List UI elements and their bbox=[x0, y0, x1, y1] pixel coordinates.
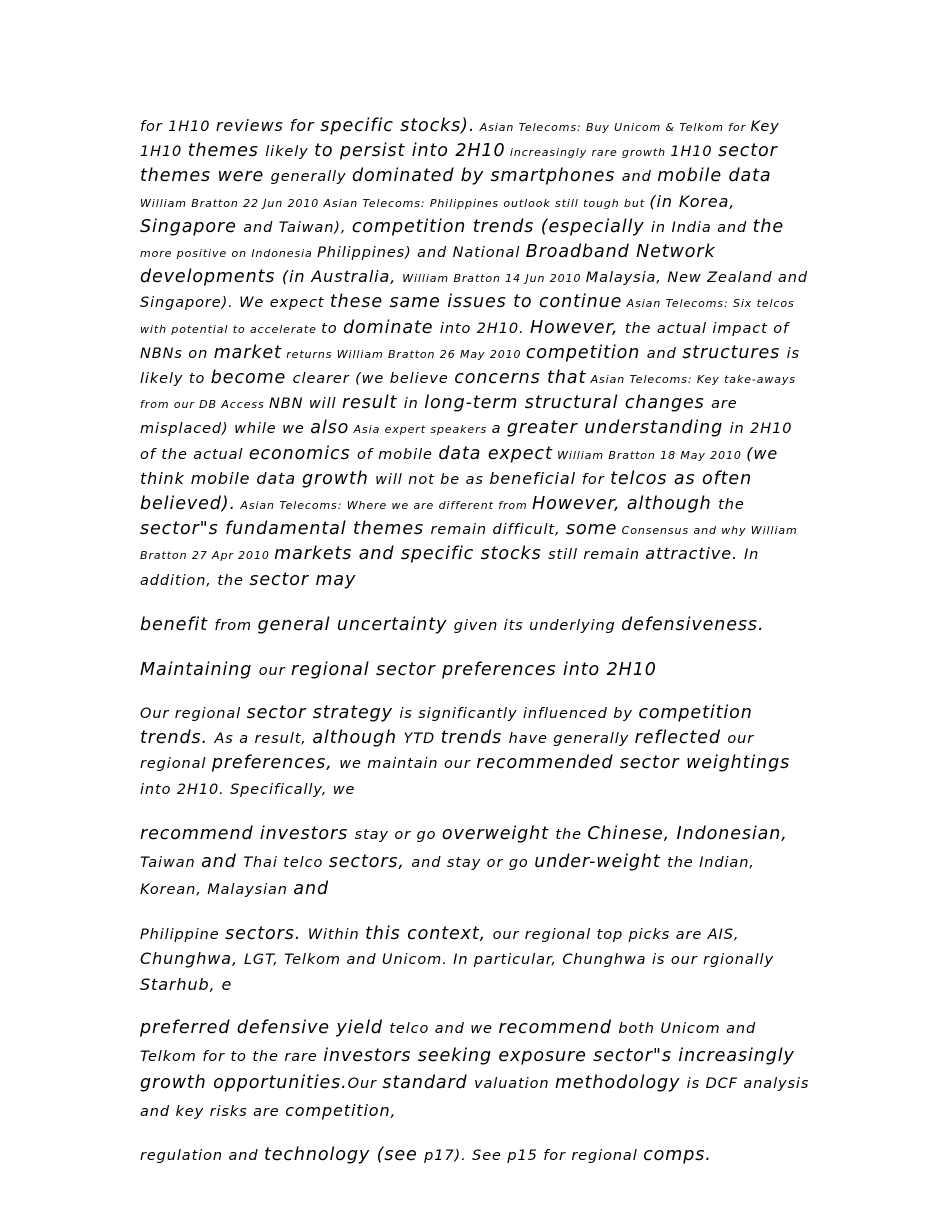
text-run: (in Korea, bbox=[649, 191, 736, 211]
text-run: Starhub, e bbox=[140, 974, 233, 994]
text-run: Asian Telecoms: Where we are different from bbox=[236, 499, 533, 513]
text-run: (in Australia, bbox=[281, 267, 403, 287]
text-run: the Indian, Korean, Malaysian bbox=[140, 854, 755, 899]
text-run: defensiveness. bbox=[621, 614, 765, 635]
text-run: However, although bbox=[532, 494, 719, 515]
text-run: Chinese, Indonesian, bbox=[587, 824, 788, 845]
text-run: of mobile bbox=[356, 446, 439, 463]
text-run: and bbox=[201, 851, 244, 872]
text-run: to bbox=[321, 320, 344, 337]
text-run: more positive on Indonesia bbox=[140, 247, 318, 261]
text-run: standard bbox=[382, 1073, 475, 1094]
text-run: also bbox=[310, 418, 350, 439]
text-run: generally bbox=[270, 169, 352, 186]
text-run: into 2H10. bbox=[439, 320, 530, 337]
text-run: sector themes were bbox=[140, 141, 778, 187]
text-run: William Bratton 18 May 2010 bbox=[552, 448, 747, 462]
text-run: to persist into 2H10 bbox=[314, 141, 506, 162]
text-run: Malaysia, New Zealand and Singapore). We expect bbox=[140, 270, 809, 312]
text-run: is likely to bbox=[140, 345, 800, 388]
text-run: Our regional bbox=[140, 705, 247, 722]
text-run: reviews for bbox=[215, 116, 321, 135]
text-run: Consensus and why William Bratton 27 Apr 2010 bbox=[140, 524, 798, 563]
text-run: clearer (we believe bbox=[292, 371, 455, 388]
text-run: although bbox=[312, 728, 404, 749]
text-run: recommend bbox=[498, 1018, 619, 1039]
text-run: the actual impact of NBNs on bbox=[140, 320, 790, 362]
text-run: is DCF analysis and key risks are bbox=[140, 1076, 810, 1120]
text-run: are misplaced) while we bbox=[140, 396, 738, 438]
text-run: recommend investors bbox=[140, 824, 355, 845]
text-run: Key 1H10 bbox=[140, 119, 780, 161]
text-run: William Bratton 14 Jun 2010 bbox=[402, 272, 586, 286]
text-run: increasingly rare growth bbox=[505, 146, 671, 160]
text-run: for bbox=[581, 471, 611, 488]
text-run: telcos as often believed). bbox=[140, 468, 753, 515]
text-run: 1H10 bbox=[670, 144, 719, 161]
text-run: and bbox=[293, 879, 330, 900]
text-run: structures bbox=[682, 342, 787, 363]
text-run: overweight bbox=[441, 824, 556, 845]
text-run: sectors, bbox=[328, 851, 412, 872]
text-run: attractive. bbox=[645, 544, 744, 564]
text-run: competition trends (especially bbox=[351, 216, 651, 237]
text-run: trends bbox=[440, 728, 509, 749]
text-run: However, bbox=[529, 317, 625, 338]
paragraph bbox=[140, 114, 812, 593]
text-run: LGT, Telkom and Unicom. In particular, Chunghwa is our rgionally bbox=[243, 952, 774, 969]
text-run: the bbox=[718, 497, 745, 514]
text-run: result bbox=[341, 393, 404, 414]
text-run: a bbox=[491, 421, 507, 438]
text-run: sector strategy bbox=[246, 702, 400, 723]
text-run: Thai telco bbox=[243, 854, 329, 871]
text-run: regulation and bbox=[140, 1148, 264, 1165]
text-run: investors seeking exposure sector"s increasingly growth opportunities. bbox=[140, 1045, 795, 1094]
text-run: Asian Telecoms: Buy Unicom & Telkom for bbox=[475, 121, 751, 134]
text-run: methodology bbox=[554, 1073, 687, 1094]
text-run: these same issues bbox=[329, 292, 514, 313]
text-run: and stay or go bbox=[411, 854, 535, 871]
text-run: William Bratton 22 Jun 2010 Asian Telecoms: Philippines outlook still tough but bbox=[140, 196, 650, 210]
paragraph bbox=[140, 658, 812, 683]
text-run: beneficial bbox=[489, 468, 582, 488]
text-run: mobile data bbox=[657, 166, 772, 187]
text-run: the bbox=[752, 216, 785, 237]
text-run: the bbox=[555, 827, 588, 844]
text-run: preferred defensive yield bbox=[140, 1018, 390, 1039]
text-run: Within bbox=[307, 926, 366, 943]
text-run: NBN will bbox=[269, 396, 342, 413]
text-run: and bbox=[646, 345, 683, 362]
text-run: this context, bbox=[365, 923, 493, 944]
text-run: general uncertainty bbox=[257, 614, 454, 635]
text-run: Broadband Network developments bbox=[140, 242, 716, 288]
text-run: Singapore bbox=[140, 216, 244, 237]
text-run: benefit bbox=[140, 614, 215, 635]
text-run: telco and we bbox=[389, 1021, 499, 1038]
text-run: to continue bbox=[513, 292, 623, 313]
text-run: we maintain our bbox=[339, 756, 477, 773]
text-run: As a result, bbox=[214, 731, 313, 748]
text-run: reflected bbox=[634, 728, 728, 749]
text-run: and bbox=[621, 169, 658, 186]
text-run: sector may bbox=[249, 569, 357, 590]
text-run: economics bbox=[248, 443, 357, 464]
text-run: both Unicom and Telkom for to the rare bbox=[140, 1021, 757, 1065]
paragraph bbox=[140, 821, 812, 904]
text-run: for 1H10 bbox=[140, 119, 216, 135]
text-run: Maintaining bbox=[140, 659, 259, 680]
text-run: given its underlying bbox=[453, 617, 622, 634]
text-run: become bbox=[210, 368, 293, 389]
text-run: markets and specific stocks bbox=[274, 544, 549, 565]
text-run: Asia expert speakers bbox=[349, 423, 492, 437]
text-run: is significantly influenced by bbox=[399, 705, 639, 722]
text-run: Philippine bbox=[140, 926, 226, 943]
text-run: preferences, bbox=[211, 753, 340, 774]
text-run: (we think mobile data bbox=[140, 443, 779, 488]
text-run: In addition, the bbox=[140, 547, 760, 589]
text-run: in 2H10 of the actual bbox=[140, 421, 793, 463]
text-run: Asian Telecoms: Six telcos with potential to accelerate bbox=[140, 297, 795, 336]
text-run: dominated by smartphones bbox=[351, 166, 622, 187]
text-run: comps. bbox=[643, 1145, 712, 1166]
text-run: some bbox=[566, 519, 618, 540]
text-run: Philippines) and National bbox=[317, 245, 526, 262]
paragraph bbox=[140, 922, 812, 997]
text-run: technology (see bbox=[263, 1145, 425, 1166]
text-run: will not be as bbox=[375, 471, 490, 488]
text-run: p17). See p15 for regional bbox=[424, 1148, 644, 1165]
text-run: and Taiwan), bbox=[243, 219, 352, 236]
text-run: competition bbox=[525, 342, 647, 363]
text-run: remain difficult, bbox=[430, 522, 567, 539]
text-run: returns William Bratton 26 May 2010 bbox=[281, 347, 526, 361]
text-run: Our bbox=[347, 1076, 383, 1093]
text-run: concerns that bbox=[454, 368, 587, 389]
text-run: from bbox=[214, 617, 258, 634]
text-run: sector"s fundamental themes bbox=[140, 519, 431, 540]
text-run: Asian Telecoms: Key take-aways from our DB Access bbox=[140, 373, 796, 412]
text-run: still remain bbox=[548, 547, 646, 564]
text-run: our bbox=[258, 662, 291, 679]
text-run: data expect bbox=[438, 443, 553, 464]
text-run: growth bbox=[302, 468, 376, 489]
text-run: market bbox=[213, 342, 282, 363]
text-run: themes bbox=[187, 141, 266, 162]
text-run: likely bbox=[265, 144, 315, 161]
text-run: competition trends. bbox=[140, 702, 753, 749]
paragraph bbox=[140, 1015, 812, 1125]
text-run: recommended sector weightings bbox=[476, 753, 791, 774]
text-run: dominate bbox=[343, 317, 440, 338]
text-run: Chunghwa, bbox=[140, 949, 244, 969]
paragraph bbox=[140, 1143, 812, 1168]
text-run: into 2H10. Specifically, we bbox=[140, 781, 356, 798]
text-run: sectors. bbox=[225, 923, 308, 944]
text-run: long-term structural changes bbox=[424, 393, 712, 414]
text-run: valuation bbox=[474, 1076, 555, 1093]
text-run: have generally bbox=[508, 731, 635, 748]
text-run: under-weight bbox=[534, 851, 668, 872]
text-run: our regional bbox=[140, 731, 755, 773]
text-run: regional sector preferences into 2H10 bbox=[290, 659, 657, 680]
text-run: in India and bbox=[651, 219, 753, 236]
text-run: greater understanding bbox=[506, 418, 730, 439]
text-run: stay or go bbox=[354, 827, 442, 844]
text-run: specific stocks). bbox=[320, 116, 476, 136]
text-run: Taiwan bbox=[140, 854, 202, 871]
paragraph bbox=[140, 701, 812, 802]
document-body bbox=[140, 114, 812, 1168]
text-run: our regional top picks are AIS, bbox=[492, 926, 740, 943]
text-run: in bbox=[403, 396, 425, 413]
text-run: competition, bbox=[285, 1100, 397, 1120]
paragraph bbox=[140, 613, 812, 638]
text-run: YTD bbox=[403, 731, 441, 748]
